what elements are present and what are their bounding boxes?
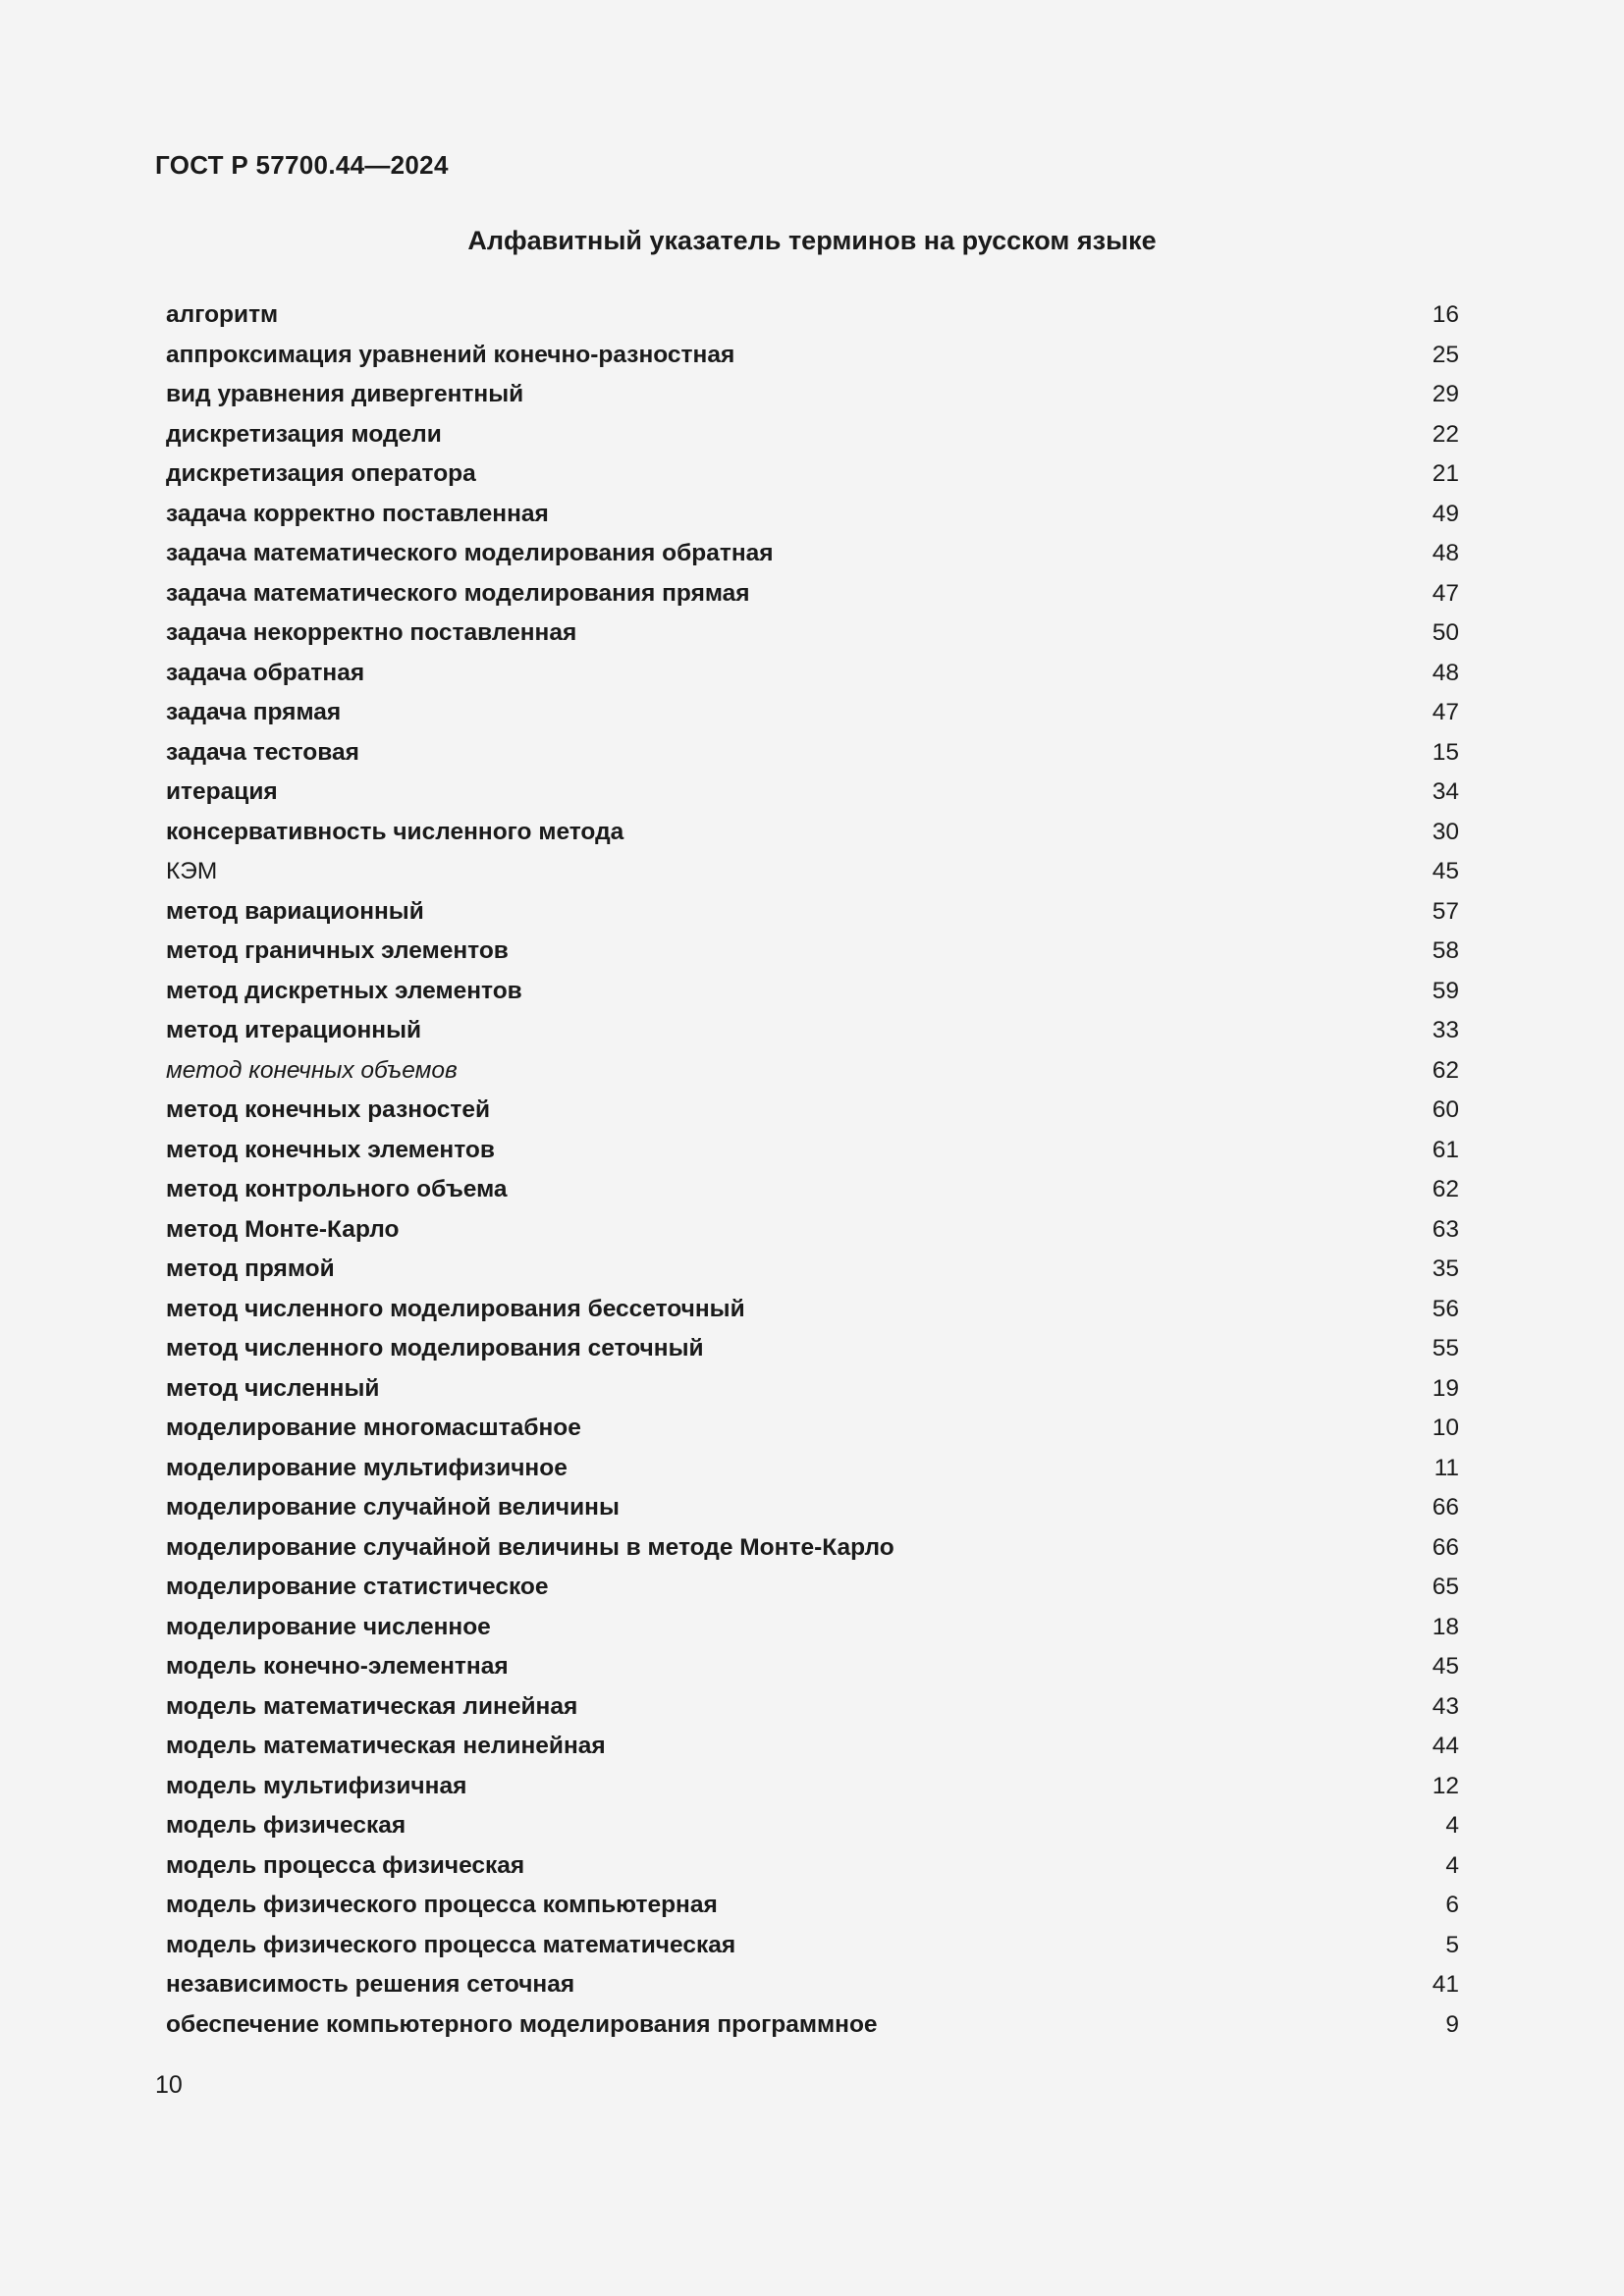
- page-number: 10: [155, 2071, 183, 2099]
- index-entry: [166, 972, 1459, 1012]
- index-term: метод граничных элементов: [166, 937, 509, 964]
- index-entry: [166, 1329, 1459, 1369]
- index-term: метод численного моделирования бессеточный: [166, 1295, 745, 1322]
- index-term: вид уравнения дивергентный: [166, 381, 524, 407]
- index-term-number: 22: [1432, 420, 1459, 448]
- index-term: метод Монте-Карло: [166, 1215, 400, 1243]
- index-entry: [166, 932, 1459, 972]
- index-term-number: 47: [1432, 579, 1459, 607]
- index-entry: [166, 1170, 1459, 1210]
- index-entry: [166, 495, 1459, 535]
- index-term-number: 43: [1432, 1692, 1459, 1720]
- index-term-number: 30: [1432, 818, 1459, 845]
- index-entry: [166, 1011, 1459, 1051]
- index-term-number: 57: [1432, 897, 1459, 925]
- index-entry: [166, 1608, 1459, 1648]
- index-term-number: 48: [1432, 540, 1459, 566]
- index-term: обеспечение компьютерного моделирования программное: [166, 2010, 878, 2038]
- index-term-number: 65: [1432, 1574, 1459, 1600]
- index-term: модель физического процесса компьютерная: [166, 1892, 718, 1918]
- index-term-number: 66: [1432, 1533, 1459, 1561]
- index-term: метод итерационный: [166, 1017, 422, 1043]
- index-term-number: 45: [1432, 858, 1459, 884]
- index-entry: [166, 1051, 1459, 1092]
- index-term-number: 35: [1432, 1255, 1459, 1282]
- index-term: метод контрольного объема: [166, 1176, 508, 1202]
- index-term: модель физическая: [166, 1812, 406, 1839]
- index-term: метод прямой: [166, 1255, 335, 1282]
- index-entry: [166, 1965, 1459, 2005]
- index-term-number: 66: [1432, 1494, 1459, 1521]
- index-entry: [166, 1250, 1459, 1290]
- index-term: итерация: [166, 778, 278, 805]
- index-term-number: 59: [1432, 977, 1459, 1004]
- index-term-number: 12: [1432, 1772, 1459, 1799]
- index-term: моделирование случайной величины в методе Монте-Карло: [166, 1533, 894, 1561]
- index-entry: [166, 1131, 1459, 1171]
- index-term: задача корректно поставленная: [166, 500, 549, 527]
- index-entry: [166, 1409, 1459, 1449]
- index-term: дискретизация оператора: [166, 460, 476, 487]
- index-entry: [166, 1926, 1459, 1966]
- index-entry: [166, 534, 1459, 574]
- index-entry: [166, 1528, 1459, 1569]
- index-entry: [166, 1210, 1459, 1251]
- index-term-number: 4: [1445, 1851, 1459, 1879]
- index-term-number: 63: [1432, 1215, 1459, 1243]
- index-term-number: 58: [1432, 937, 1459, 964]
- index-term-number: 55: [1432, 1335, 1459, 1362]
- index-term-number: 16: [1432, 301, 1459, 328]
- index-term-number: 21: [1432, 460, 1459, 487]
- index-term: модель математическая линейная: [166, 1692, 578, 1720]
- index-term-number: 18: [1432, 1613, 1459, 1640]
- index-term-number: 62: [1432, 1056, 1459, 1084]
- index-term: задача математического моделирования обратная: [166, 540, 774, 566]
- index-term-number: 33: [1432, 1017, 1459, 1043]
- index-term: моделирование мультифизичное: [166, 1454, 568, 1481]
- index-term-number: 10: [1432, 1415, 1459, 1441]
- index-entry: [166, 415, 1459, 455]
- index-entry: [166, 614, 1459, 654]
- index-term: аппроксимация уравнений конечно-разностная: [166, 341, 735, 368]
- index-term-number: 34: [1432, 778, 1459, 805]
- index-entry: [166, 336, 1459, 376]
- index-entry: [166, 1886, 1459, 1926]
- index-entry: [166, 1647, 1459, 1687]
- index-entry: [166, 1846, 1459, 1887]
- index-term-number: 49: [1432, 500, 1459, 527]
- index-entry: [166, 654, 1459, 694]
- index-entry: [166, 1091, 1459, 1131]
- index-term: метод конечных объемов: [166, 1056, 458, 1084]
- index-term-number: 50: [1432, 619, 1459, 646]
- index-term: моделирование многомасштабное: [166, 1415, 581, 1441]
- index-term: моделирование статистическое: [166, 1574, 549, 1600]
- index-term-number: 45: [1432, 1653, 1459, 1680]
- index-term-number: 62: [1432, 1176, 1459, 1202]
- index-term-number: 25: [1432, 341, 1459, 368]
- index-term: моделирование численное: [166, 1613, 491, 1640]
- index-term: модель мультифизичная: [166, 1772, 467, 1799]
- index-term: метод конечных разностей: [166, 1096, 491, 1123]
- index-term: дискретизация модели: [166, 420, 442, 448]
- index-term-number: 9: [1445, 2010, 1459, 2038]
- index-term-number: 11: [1434, 1454, 1459, 1481]
- index-term: задача математического моделирования прямая: [166, 579, 750, 607]
- index-term-number: 6: [1445, 1892, 1459, 1918]
- index-entry: [166, 2005, 1459, 2046]
- index-term-number: 48: [1432, 659, 1459, 686]
- index-entry: [166, 295, 1459, 336]
- document-header: ГОСТ Р 57700.44—2024: [155, 150, 449, 180]
- index-term-number: 19: [1432, 1374, 1459, 1402]
- index-term: метод дискретных элементов: [166, 977, 522, 1004]
- index-term: метод численного моделирования сеточный: [166, 1335, 704, 1362]
- index-term: задача некорректно поставленная: [166, 619, 577, 646]
- index-entry: [166, 733, 1459, 774]
- index-title: Алфавитный указатель терминов на русском языке: [467, 226, 1157, 255]
- index-term-number: 47: [1432, 699, 1459, 725]
- index-entry: [166, 1568, 1459, 1608]
- index-term: метод конечных элементов: [166, 1136, 495, 1163]
- index-term: моделирование случайной величины: [166, 1494, 620, 1521]
- index-term: задача тестовая: [166, 738, 359, 766]
- index-entry: [166, 454, 1459, 495]
- index-entry: [166, 375, 1459, 415]
- index-term: модель процесса физическая: [166, 1851, 525, 1879]
- index-entry: [166, 773, 1459, 813]
- index-entry: [166, 1806, 1459, 1846]
- index-term: независимость решения сеточная: [166, 1971, 575, 1998]
- index-term-number: 29: [1432, 381, 1459, 407]
- index-term-number: 44: [1432, 1733, 1459, 1759]
- index-term: модель математическая нелинейная: [166, 1733, 606, 1759]
- index-term-number: 61: [1432, 1136, 1459, 1163]
- index-term-number: 4: [1445, 1812, 1459, 1839]
- index-entry: [166, 852, 1459, 892]
- index-entry: [166, 892, 1459, 933]
- index-term-number: 5: [1445, 1931, 1459, 1958]
- index-entry: [166, 1767, 1459, 1807]
- index-term-number: 60: [1432, 1096, 1459, 1123]
- index-term: метод численный: [166, 1374, 380, 1402]
- term-index-list: [166, 295, 1459, 2045]
- index-term-number: 56: [1432, 1295, 1459, 1322]
- index-entry: [166, 1449, 1459, 1489]
- index-entry: [166, 1488, 1459, 1528]
- index-term-number: 41: [1432, 1971, 1459, 1998]
- index-entry: [166, 1687, 1459, 1728]
- index-term: задача прямая: [166, 699, 342, 725]
- index-term: модель физического процесса математическая: [166, 1931, 736, 1958]
- index-entry: [166, 1727, 1459, 1767]
- index-term: консервативность численного метода: [166, 818, 624, 845]
- index-term: модель конечно-элементная: [166, 1653, 509, 1680]
- index-term: задача обратная: [166, 659, 365, 686]
- index-term: метод вариационный: [166, 897, 424, 925]
- index-entry: [166, 693, 1459, 733]
- index-term: алгоритм: [166, 301, 279, 328]
- index-entry: [166, 574, 1459, 614]
- index-term: КЭМ: [166, 858, 218, 884]
- index-entry: [166, 813, 1459, 853]
- index-entry: [166, 1290, 1459, 1330]
- index-term-number: 15: [1432, 738, 1459, 766]
- index-entry: [166, 1369, 1459, 1410]
